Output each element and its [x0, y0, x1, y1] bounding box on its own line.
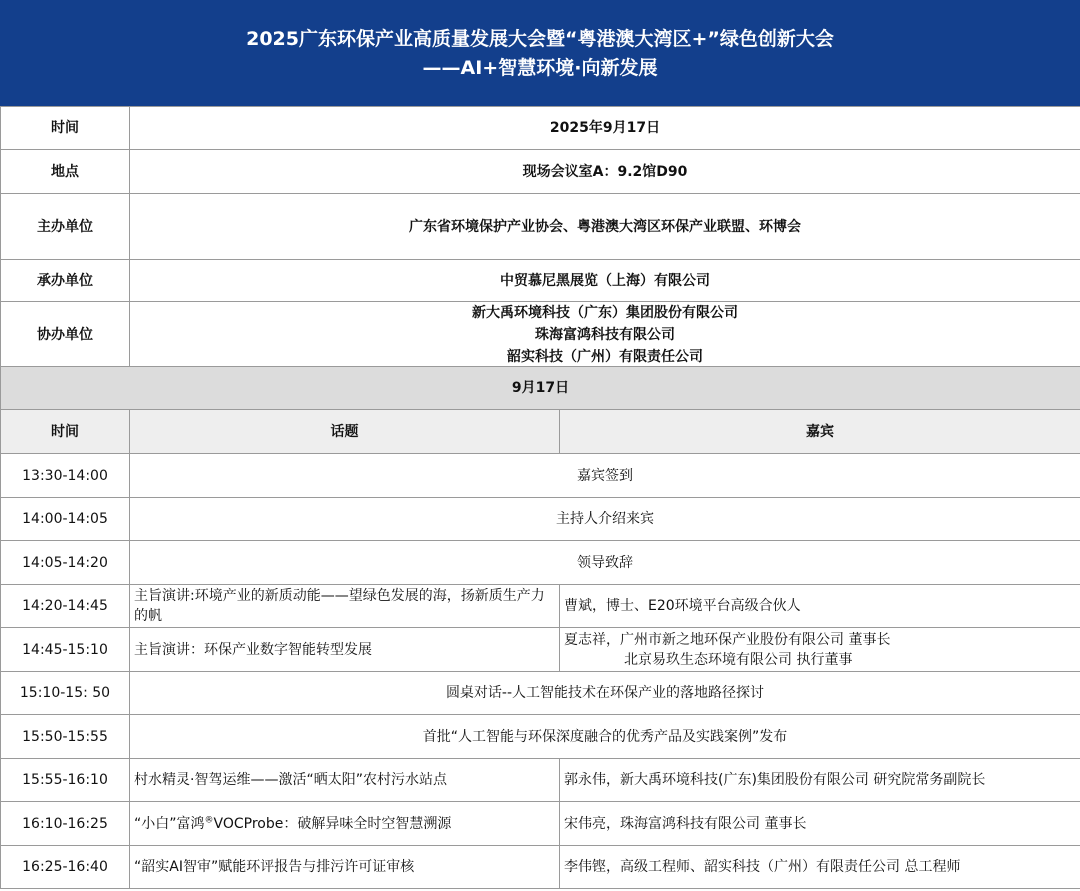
- info-row-time: [1, 107, 1080, 150]
- session-time: 13:30-14:00: [1, 454, 130, 498]
- time-value: 2025年9月17日: [130, 107, 1080, 150]
- registered-mark: ®: [204, 814, 214, 825]
- host-value: 广东省环境保护产业协会、粤港澳大湾区环保产业联盟、环博会: [130, 194, 1080, 260]
- info-row-coorganizer: [1, 302, 1080, 369]
- table-row: [1, 759, 1080, 802]
- coorganizer-label: 协办单位: [1, 302, 130, 369]
- organizer-value: 中贸慕尼黑展览（上海）有限公司: [130, 260, 1080, 302]
- day-header-row: [1, 367, 1080, 410]
- session-guest: [560, 628, 1080, 672]
- topic-text-end: VOCProbe：破解异味全时空智慧溯源: [213, 815, 452, 832]
- column-header-guest: 嘉宾: [560, 410, 1080, 454]
- column-header-row: [1, 410, 1080, 454]
- session-topic: 村水精灵·智驾运维——激活“晒太阳”农村污水站点: [130, 759, 560, 802]
- guest-line: 郭永伟，新大禹环境科技(广东)集团股份有限公司 研究院常务副院长: [564, 772, 986, 788]
- session-time: 15:10-15: 50: [1, 672, 130, 715]
- table-row: [1, 846, 1080, 889]
- coorganizer-item: 韶实科技（广州）有限责任公司: [507, 349, 703, 365]
- table-row: [1, 498, 1080, 541]
- session-topic: 主旨演讲：环保产业数字智能转型发展: [130, 628, 560, 672]
- info-row-host: [1, 194, 1080, 260]
- column-header-topic: 话题: [130, 410, 560, 454]
- guest-line: 曹斌，博士、E20环境平台高级合伙人: [564, 598, 801, 614]
- guest-line: 李伟铿，高级工程师、韶实科技（广州）有限责任公司 总工程师: [564, 859, 961, 875]
- info-row-venue: [1, 150, 1080, 194]
- table-row: [1, 585, 1080, 628]
- coorganizer-list: [130, 302, 1080, 369]
- session-time: 15:55-16:10: [1, 759, 130, 802]
- session-time: 16:25-16:40: [1, 846, 130, 889]
- guest-line: 宋伟亮，珠海富鸿科技有限公司 董事长: [564, 815, 807, 832]
- guest-line: 夏志祥，广州市新之地环保产业股份有限公司 董事长: [564, 631, 891, 648]
- host-label: 主办单位: [1, 194, 130, 260]
- time-label: 时间: [1, 107, 130, 150]
- venue-label: 地点: [1, 150, 130, 194]
- session-guest: [560, 585, 1080, 628]
- info-row-organizer: [1, 260, 1080, 302]
- session-topic: “韶实AI智审”赋能环评报告与排污许可证审核: [130, 846, 560, 889]
- session-time: 14:05-14:20: [1, 541, 130, 585]
- table-row: [1, 672, 1080, 715]
- organizer-label: 承办单位: [1, 260, 130, 302]
- session-time: 16:10-16:25: [1, 802, 130, 846]
- session-time: 14:20-14:45: [1, 585, 130, 628]
- session-item: 主持人介绍来宾: [130, 498, 1080, 541]
- session-time: 15:50-15:55: [1, 715, 130, 759]
- schedule-table: [0, 366, 1080, 889]
- table-row: [1, 802, 1080, 846]
- session-item: 首批“人工智能与环保深度融合的优秀产品及实践案例”发布: [130, 715, 1080, 759]
- session-guest: [560, 802, 1080, 846]
- session-time: 14:00-14:05: [1, 498, 130, 541]
- session-item: 领导致辞: [130, 541, 1080, 585]
- session-item: 嘉宾签到: [130, 454, 1080, 498]
- session-guest: [560, 846, 1080, 889]
- session-item: 圆桌对话--人工智能技术在环保产业的落地路径探讨: [130, 672, 1080, 715]
- title-banner: [0, 0, 1080, 106]
- coorganizer-item: 珠海富鸿科技有限公司: [535, 327, 675, 343]
- table-row: [1, 454, 1080, 498]
- page-subtitle: ——AI+智慧环境·向新发展: [422, 57, 658, 79]
- event-info-table: [0, 106, 1080, 369]
- session-topic: [130, 802, 560, 846]
- table-row: [1, 628, 1080, 672]
- table-row: [1, 541, 1080, 585]
- session-topic: 主旨演讲:环境产业的新质动能——望绿色发展的海，扬新质生产力的帆: [130, 585, 560, 628]
- page-title: 2025广东环保产业高质量发展大会暨“粤港澳大湾区+”绿色创新大会: [246, 28, 834, 50]
- session-time: 14:45-15:10: [1, 628, 130, 672]
- guest-line: 北京易玖生态环境有限公司 执行董事: [624, 651, 853, 668]
- day-header: 9月17日: [1, 367, 1080, 410]
- table-row: [1, 715, 1080, 759]
- session-guest: [560, 759, 1080, 802]
- coorganizer-item: 新大禹环境科技（广东）集团股份有限公司: [472, 305, 738, 321]
- column-header-time: 时间: [1, 410, 130, 454]
- venue-value: 现场会议室A：9.2馆D90: [130, 150, 1080, 194]
- topic-text-start: “小白”富鸿: [134, 815, 205, 832]
